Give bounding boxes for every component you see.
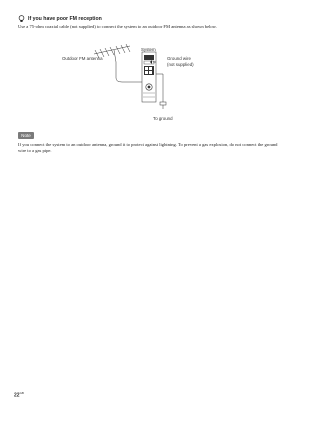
outdoor-fm-antenna-graphic xyxy=(94,44,142,82)
system-rear-panel-graphic xyxy=(142,52,156,102)
language-code: GB xyxy=(19,391,24,395)
tip-heading xyxy=(18,15,102,23)
not-supplied-label: (not supplied) xyxy=(167,62,194,67)
tip-body-text: Use a 75-ohm coaxial cable (not supplied) to connect the system to an outdoor FM antenna as shown below. xyxy=(18,24,217,29)
outdoor-fm-antenna-label: Outdoor FM antenna xyxy=(62,56,103,61)
page-number xyxy=(14,391,24,399)
ground-wire-label: Ground wire xyxy=(167,56,191,61)
fm-antenna-connection-diagram xyxy=(50,40,220,125)
ground-wire-graphic xyxy=(156,74,166,109)
page-number-value: 22 xyxy=(14,392,20,399)
light-bulb-icon xyxy=(18,15,25,23)
note-badge: Note xyxy=(18,132,34,139)
note-body-text: If you connect the system to an outdoor antenna, ground it to protect against lightning. To prevent a gas explosion, do not connect the ground wire to a gas pipe. xyxy=(18,142,278,153)
tip-heading-text: If you have poor FM reception xyxy=(28,16,102,22)
system-label: System xyxy=(141,47,156,52)
to-ground-label: To ground xyxy=(153,116,173,121)
